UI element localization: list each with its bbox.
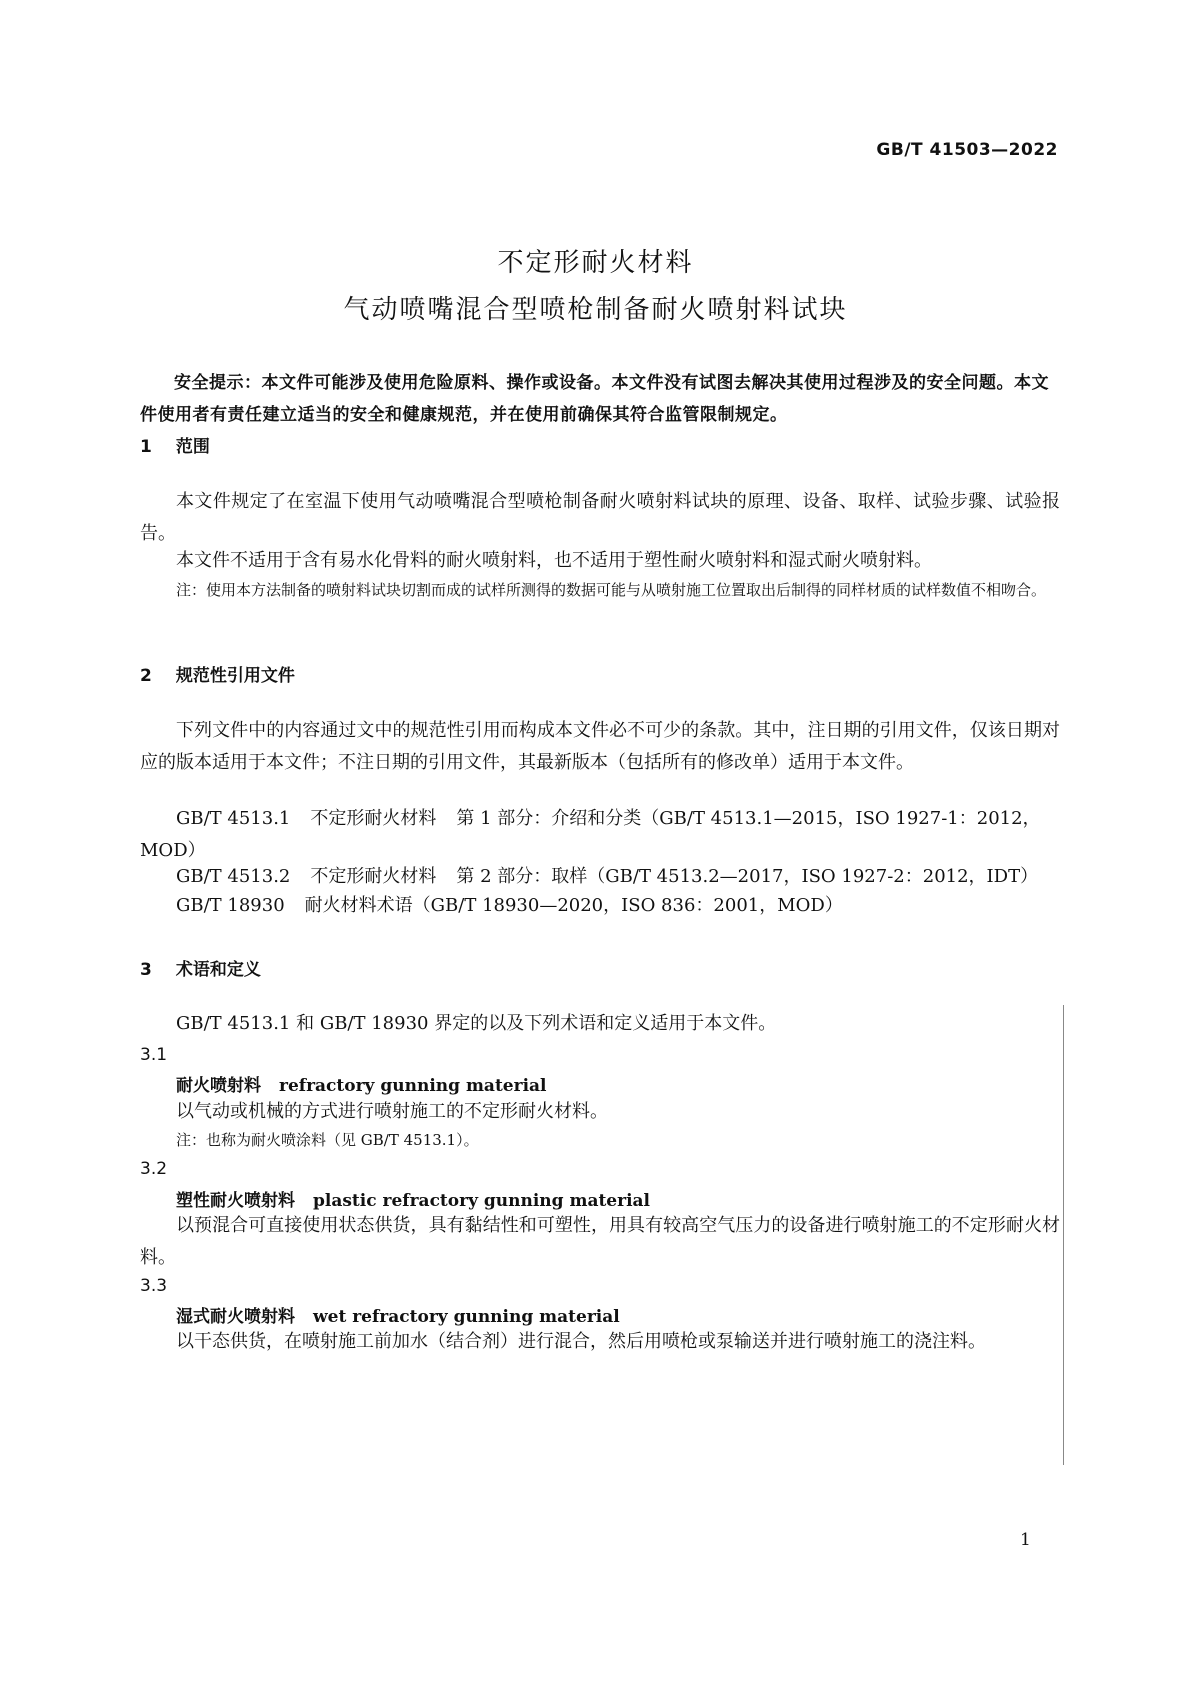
scope-paragraph-1: 本文件规定了在室温下使用气动喷嘴混合型喷枪制备耐火喷射料试块的原理、设备、取样、试验步骤、试验报告。 bbox=[140, 491, 1060, 544]
terms-intro: GB/T 4513.1 和 GB/T 18930 界定的以及下列术语和定义适用于本文件。 bbox=[176, 1013, 777, 1034]
standard-number: GB/T 41503—2022 bbox=[876, 140, 1058, 160]
reference-part: 第 2 部分：取样（GB/T 4513.2—2017，ISO 1927-2：2012，IDT） bbox=[456, 866, 1039, 887]
title-line-1: 不定形耐火材料 bbox=[497, 248, 694, 278]
reference-name: 不定形耐火材料 bbox=[310, 866, 437, 887]
reference-item bbox=[140, 861, 1060, 893]
change-bar-divider bbox=[1063, 1005, 1064, 1465]
references-intro: 下列文件中的内容通过文中的规范性引用而构成本文件必不可少的条款。其中，注日期的引用文件，仅该日期对应的版本适用于本文件；不注日期的引用文件，其最新版本（包括所有的修改单）适用于本文件。 bbox=[140, 720, 1060, 773]
title-line-2: 气动喷嘴混合型喷枪制备耐火喷射料试块 bbox=[343, 295, 848, 325]
reference-code: GB/T 18930 bbox=[176, 895, 285, 916]
term-heading bbox=[176, 1186, 650, 1211]
term-heading bbox=[176, 1302, 620, 1327]
section-title: 规范性引用文件 bbox=[175, 666, 295, 686]
term-english: refractory gunning material bbox=[279, 1076, 547, 1096]
section-3-heading bbox=[140, 955, 261, 980]
reference-name: 耐火材料术语（GB/T 18930—2020，ISO 836：2001，MOD） bbox=[304, 895, 843, 916]
page-number: 1 bbox=[1020, 1530, 1031, 1550]
reference-code: GB/T 4513.1 bbox=[176, 808, 291, 829]
term-definition: 以干态供货，在喷射施工前加水（结合剂）进行混合，然后用喷枪或泵输送并进行喷射施工的浇注料。 bbox=[176, 1331, 986, 1352]
reference-part: 第 1 部分：介绍和分类（GB/T 4513.1—2015，ISO 1927-1：2012，MOD） bbox=[140, 808, 1041, 861]
term-english: wet refractory gunning material bbox=[313, 1307, 620, 1327]
section-title: 术语和定义 bbox=[175, 960, 261, 980]
term-note: 注：也称为耐火喷涂料（见 GB/T 4513.1）。 bbox=[176, 1131, 479, 1149]
reference-item bbox=[140, 803, 1060, 867]
term-definition: 以预混合可直接使用状态供货，具有黏结性和可塑性，用具有较高空气压力的设备进行喷射施工的不定形耐火材料。 bbox=[140, 1215, 1060, 1268]
term-number: 3.3 bbox=[140, 1276, 168, 1296]
term-english: plastic refractory gunning material bbox=[313, 1191, 651, 1211]
term-heading bbox=[176, 1071, 547, 1096]
section-title: 范围 bbox=[175, 437, 210, 457]
term-number: 3.2 bbox=[140, 1159, 168, 1179]
section-number: 1 bbox=[140, 437, 152, 457]
reference-code: GB/T 4513.2 bbox=[176, 866, 291, 887]
term-chinese: 塑性耐火喷射料 bbox=[176, 1191, 295, 1211]
term-chinese: 耐火喷射料 bbox=[176, 1076, 261, 1096]
term-number: 3.1 bbox=[140, 1045, 168, 1065]
section-1-heading bbox=[140, 432, 210, 457]
scope-note: 注：使用本方法制备的喷射料试块切割而成的试样所测得的数据可能与从喷射施工位置取出后制得的同样材质的试样数值不相吻合。 bbox=[176, 581, 1047, 599]
scope-paragraph-2: 本文件不适用于含有易水化骨料的耐火喷射料，也不适用于塑性耐火喷射料和湿式耐火喷射料。 bbox=[176, 550, 932, 571]
reference-name: 不定形耐火材料 bbox=[310, 808, 437, 829]
section-number: 3 bbox=[140, 960, 152, 980]
section-2-heading bbox=[140, 661, 295, 686]
term-chinese: 湿式耐火喷射料 bbox=[176, 1307, 295, 1327]
section-number: 2 bbox=[140, 666, 152, 686]
reference-item bbox=[140, 890, 1060, 922]
safety-notice: 安全提示：本文件可能涉及使用危险原料、操作或设备。本文件没有试图去解决其使用过程涉及的安全问题。本文件使用者有责任建立适当的安全和健康规范，并在使用前确保其符合监管限制规定。 bbox=[140, 373, 1049, 425]
term-definition: 以气动或机械的方式进行喷射施工的不定形耐火材料。 bbox=[176, 1101, 608, 1122]
